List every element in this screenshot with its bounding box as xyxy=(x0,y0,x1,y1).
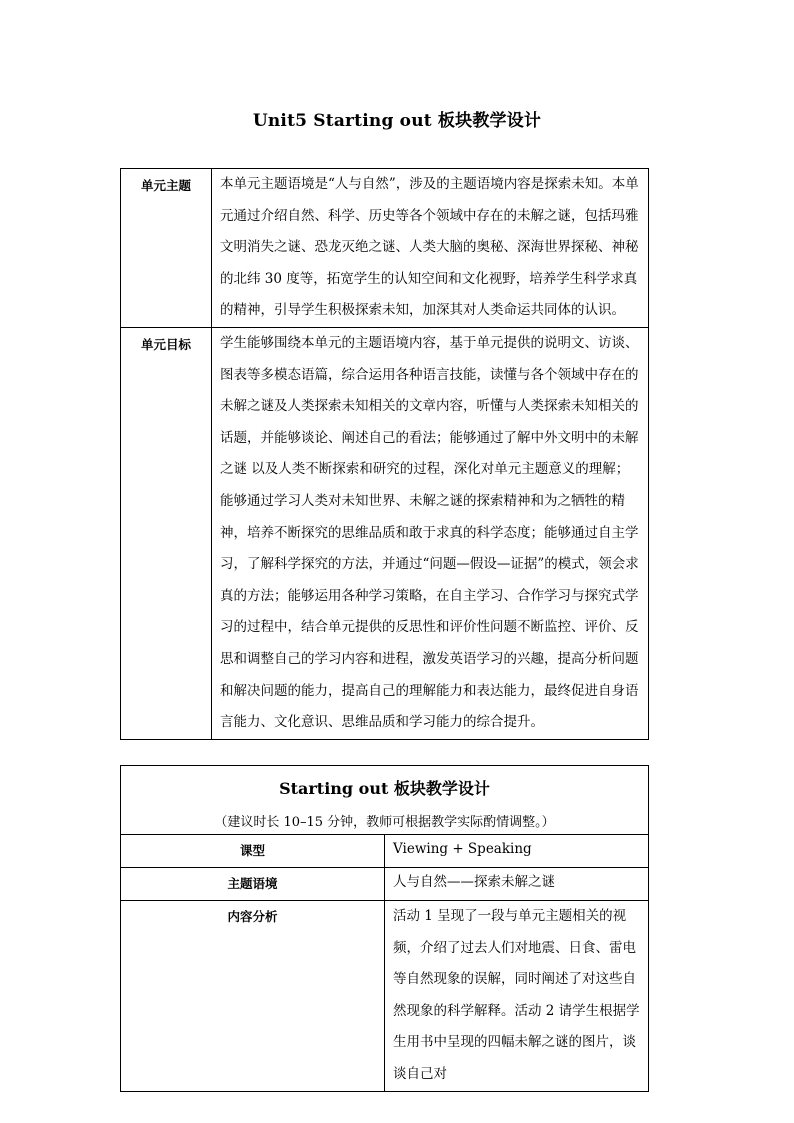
content-analysis-label: 内容分析 xyxy=(121,901,385,1092)
lesson-type-label: 课型 xyxy=(121,835,385,868)
unit-theme-text: 本单元主题语境是“人与自然”，涉及的主题语境内容是探索未知。本单元通过介绍自然、科学、历史等各个领域中存在的未解之谜，包括玛雅文明消失之谜、恐龙灭绝之谜、人类大脑的奥秘、深海世界探秘、神秘的北纬 30 度等，拓宽学生的认知空间和文化视野，培养学生科学求真的精神，引导学生积极探索未知，加深其对人类命运共同体的认识。 xyxy=(212,169,649,328)
design-table-title: Starting out 板块教学设计 xyxy=(279,779,490,798)
lesson-type-value: Viewing + Speaking xyxy=(385,835,649,868)
table-row xyxy=(121,766,649,835)
table-row xyxy=(121,835,649,868)
unit-goal-text: 学生能够围绕本单元的主题语境内容，基于单元提供的说明文、访谈、图表等多模态语篇，综合运用各种语言技能，读懂与各个领域中存在的未解之谜及人类探索未知相关的文章内容，听懂与人类探索未知相关的话题，并能够谈论、阐述自己的看法；能够通过了解中外文明中的未解之谜 以及人类不断探索和研究的过程，深化对单元主题意义的理解；能够通过学习人类对未知世界、未解之谜的探索精神和为之牺牲的精神，培养不断探究的思维品质和敢于求真的科学态度；能够通过自主学习，了解科学探究的方法，并通过“问题—假设—证据”的模式，领会求真的方法；能够运用各种学习策略，在自主学习、合作学习与探究式学习的过程中，结合单元提供的反思性和评价性问题不断监控、评价、反思和调整自己的学习内容和进程，激发英语学习的兴趣，提高分析问题和解决问题的能力，提高自己的理解能力和表达能力，最终促进自身语言能力、文化意识、思维品质和学习能力的综合提升。 xyxy=(212,327,649,739)
theme-context-value: 人与自然——探索未解之谜 xyxy=(385,868,649,901)
duration-note: （建议时长 10–15 分钟，教师可根据教学实际酌情调整。） xyxy=(214,815,555,830)
starting-out-design-table xyxy=(120,765,649,1092)
unit-goal-label: 单元目标 xyxy=(121,327,212,739)
unit-overview-table xyxy=(120,168,649,740)
document-title: Unit5 Starting out 板块教学设计 xyxy=(252,111,542,131)
unit-theme-label: 单元主题 xyxy=(121,169,212,328)
table-row xyxy=(121,169,649,328)
theme-context-label: 主题语境 xyxy=(121,868,385,901)
table-row xyxy=(121,901,649,1092)
table-row xyxy=(121,327,649,739)
design-table-header xyxy=(121,766,649,835)
table-row xyxy=(121,868,649,901)
content-analysis-text: 活动 1 呈现了一段与单元主题相关的视频，介绍了过去人们对地震、日食、雷电等自然现象的误解，同时阐述了对这些自然现象的科学解释。活动 2 请学生根据学生用书中呈现的四幅未解之谜的图片，谈谈自己对 xyxy=(385,901,649,1092)
